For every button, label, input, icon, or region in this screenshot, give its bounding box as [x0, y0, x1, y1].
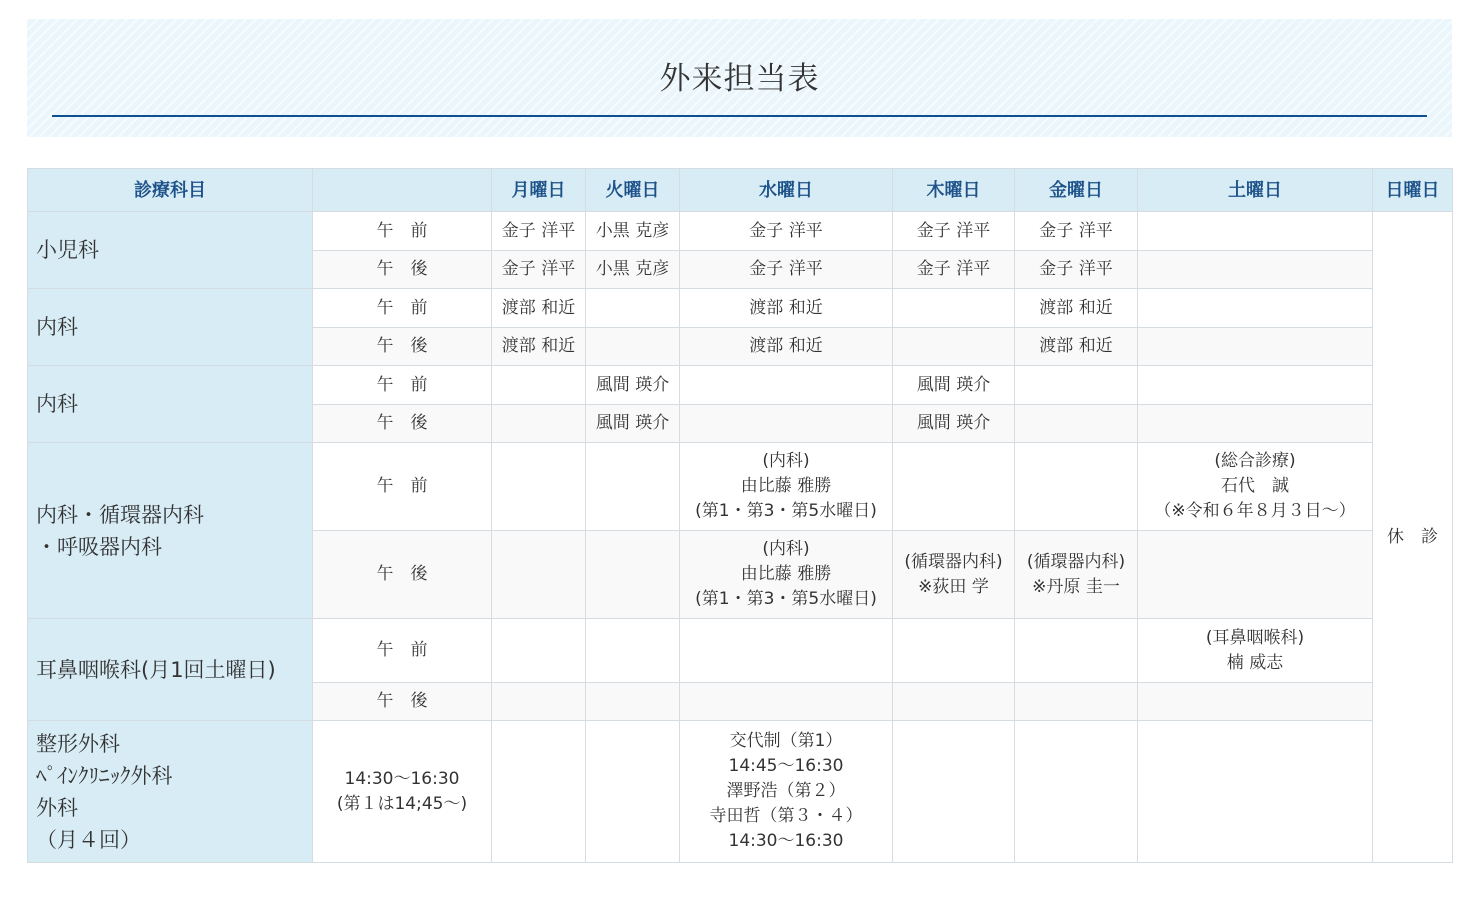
- schedule-cell-thu: [893, 531, 1015, 619]
- schedule-cell-sat: [1138, 251, 1373, 289]
- cell-line: 風間 瑛介: [595, 374, 670, 395]
- cell-line: 小児科: [36, 238, 99, 262]
- schedule-cell-sat: [1138, 212, 1373, 251]
- cell-line: 風間 瑛介: [916, 413, 991, 433]
- header-friday: 金曜日: [1015, 169, 1138, 212]
- cell-line: (内科): [762, 539, 810, 559]
- header-tuesday: 火曜日: [586, 169, 680, 212]
- schedule-cell-wed: [680, 531, 893, 619]
- header-saturday: 土曜日: [1138, 169, 1373, 212]
- header-thursday: 木曜日: [893, 169, 1015, 212]
- cell-line: 小黒 克彦: [595, 259, 670, 279]
- schedule-cell-fri: [1015, 683, 1138, 721]
- cell-line: ※荻田 学: [918, 576, 989, 597]
- cell-line: 金子 洋平: [916, 220, 991, 241]
- cell-line: 整形外科: [36, 731, 120, 756]
- outpatient-schedule-table: [27, 168, 1453, 863]
- schedule-cell-wed: [680, 443, 893, 531]
- cell-line: 渡部 和近: [749, 297, 823, 318]
- schedule-cell-wed: [680, 251, 893, 289]
- page-title: 外来担当表: [659, 61, 820, 97]
- period-label: 午 前: [313, 366, 492, 405]
- schedule-cell-sat: [1138, 405, 1373, 443]
- table-header-row: [28, 169, 1453, 212]
- cell-line: 楠 威志: [1226, 652, 1284, 673]
- schedule-cell-mon: [492, 251, 586, 289]
- schedule-cell-thu: [893, 251, 1015, 289]
- schedule-cell-wed: [680, 328, 893, 366]
- cell-line: 内科: [36, 315, 78, 339]
- cell-line: 渡部 和近: [1039, 297, 1113, 318]
- cell-line: 外科: [36, 795, 78, 820]
- schedule-cell-tue: [586, 212, 680, 251]
- cell-line: (第1・第3・第5水曜日): [695, 501, 877, 521]
- schedule-cell-wed: [680, 721, 893, 863]
- cell-line: 寺田哲（第３・４）: [709, 806, 863, 826]
- schedule-cell-tue: [586, 289, 680, 328]
- schedule-cell-tue: [586, 251, 680, 289]
- period-label: 午 前: [313, 289, 492, 328]
- header-dept: 診療科目: [28, 169, 313, 212]
- cell-line: 石代 誠: [1221, 476, 1289, 496]
- department-name: [28, 366, 313, 443]
- schedule-cell-sat: [1138, 328, 1373, 366]
- schedule-cell-thu: [893, 619, 1015, 683]
- cell-line: 渡部 和近: [501, 297, 576, 318]
- cell-line: (第１は14;45～): [336, 793, 468, 814]
- period-label: 午 後: [313, 531, 492, 619]
- schedule-cell-thu: [893, 443, 1015, 531]
- schedule-cell-tue: [586, 443, 680, 531]
- table-row: [28, 619, 1453, 683]
- schedule-cell-thu: [893, 683, 1015, 721]
- schedule-cell-fri: [1015, 721, 1138, 863]
- table-row: [28, 721, 1453, 863]
- cell-line: 交代制（第1）: [729, 731, 843, 751]
- cell-line: 風間 瑛介: [595, 413, 670, 433]
- department-name: [28, 619, 313, 721]
- period-label: 午 後: [313, 405, 492, 443]
- department-name: [28, 212, 313, 289]
- cell-line: 金子 洋平: [749, 259, 823, 279]
- cell-line: ﾍﾟｲﾝｸﾘﾆｯｸ外科: [36, 763, 173, 788]
- schedule-cell-wed: [680, 405, 893, 443]
- cell-line: 14:30～16:30: [344, 768, 460, 789]
- cell-line: 金子 洋平: [1039, 259, 1113, 279]
- cell-line: 内科: [36, 392, 78, 416]
- table-row: [28, 289, 1453, 328]
- cell-line: 14:30～16:30: [728, 831, 844, 851]
- period-label: 午 後: [313, 251, 492, 289]
- schedule-cell-tue: [586, 721, 680, 863]
- cell-line: 金子 洋平: [749, 220, 823, 241]
- cell-line: (耳鼻咽喉科): [1205, 627, 1305, 648]
- schedule-cell-fri: [1015, 289, 1138, 328]
- schedule-cell-mon: [492, 366, 586, 405]
- schedule-cell-tue: [586, 366, 680, 405]
- schedule-cell-fri: [1015, 531, 1138, 619]
- schedule-cell-fri: [1015, 212, 1138, 251]
- sunday-closed-cell: 休 診: [1373, 212, 1453, 863]
- cell-line: （月４回）: [36, 827, 141, 852]
- schedule-cell-mon: [492, 531, 586, 619]
- header-period: [313, 169, 492, 212]
- schedule-cell-tue: [586, 683, 680, 721]
- schedule-cell-tue: [586, 619, 680, 683]
- header-monday: 月曜日: [492, 169, 586, 212]
- schedule-cell-sat: [1138, 619, 1373, 683]
- schedule-cell-mon: [492, 289, 586, 328]
- schedule-cell-wed: [680, 619, 893, 683]
- cell-line: （※令和６年８月３日～）: [1154, 501, 1356, 521]
- cell-line: 金子 洋平: [501, 259, 576, 279]
- period-label: 午 前: [313, 619, 492, 683]
- schedule-cell-thu: [893, 289, 1015, 328]
- cell-line: 小黒 克彦: [595, 220, 670, 241]
- schedule-cell-mon: [492, 683, 586, 721]
- schedule-cell-thu: [893, 212, 1015, 251]
- department-name: [28, 721, 313, 863]
- schedule-cell-fri: [1015, 405, 1138, 443]
- schedule-cell-fri: [1015, 443, 1138, 531]
- schedule-cell-fri: [1015, 251, 1138, 289]
- page-header: [27, 19, 1452, 137]
- schedule-cell-mon: [492, 619, 586, 683]
- schedule-cell-fri: [1015, 619, 1138, 683]
- cell-line: (循環器内科): [904, 551, 1003, 572]
- schedule-cell-fri: [1015, 328, 1138, 366]
- period-label: 午 前: [313, 443, 492, 531]
- cell-line: ・呼吸器内科: [36, 534, 162, 559]
- schedule-cell-fri: [1015, 366, 1138, 405]
- cell-line: 渡部 和近: [501, 336, 576, 356]
- cell-line: 風間 瑛介: [916, 374, 991, 395]
- cell-line: 内科・循環器内科: [36, 502, 204, 527]
- schedule-cell-sat: [1138, 721, 1373, 863]
- schedule-cell-sat: [1138, 531, 1373, 619]
- department-name: [28, 289, 313, 366]
- schedule-cell-mon: [492, 328, 586, 366]
- period-label: 午 後: [313, 328, 492, 366]
- cell-line: 澤野浩（第２）: [726, 781, 846, 801]
- schedule-cell-sat: [1138, 366, 1373, 405]
- schedule-cell-tue: [586, 405, 680, 443]
- schedule-cell-sat: [1138, 443, 1373, 531]
- schedule-cell-mon: [492, 721, 586, 863]
- header-wednesday: 水曜日: [680, 169, 893, 212]
- schedule-cell-mon: [492, 405, 586, 443]
- cell-line: 金子 洋平: [501, 220, 576, 241]
- period-label: 午 後: [313, 683, 492, 721]
- table-row: [28, 366, 1453, 405]
- schedule-cell-tue: [586, 531, 680, 619]
- cell-line: 由比藤 雅勝: [740, 564, 832, 584]
- cell-line: (総合診療): [1214, 451, 1296, 471]
- cell-line: (内科): [762, 451, 810, 471]
- title-underline: [52, 115, 1427, 117]
- schedule-cell-tue: [586, 328, 680, 366]
- schedule-cell-wed: [680, 212, 893, 251]
- cell-line: 由比藤 雅勝: [740, 476, 832, 496]
- cell-line: 金子 洋平: [916, 259, 991, 279]
- schedule-cell-wed: [680, 366, 893, 405]
- table-row: [28, 443, 1453, 531]
- schedule-cell-wed: [680, 289, 893, 328]
- cell-line: 耳鼻咽喉科(月1回土曜日): [36, 657, 276, 682]
- schedule-cell-thu: [893, 366, 1015, 405]
- schedule-body: [28, 212, 1453, 863]
- cell-line: 渡部 和近: [1039, 336, 1113, 356]
- schedule-cell-thu: [893, 405, 1015, 443]
- schedule-cell-mon: [492, 212, 586, 251]
- department-name: [28, 443, 313, 619]
- period-label: [313, 721, 492, 863]
- cell-line: (第1・第3・第5水曜日): [695, 589, 877, 609]
- cell-line: 14:45～16:30: [728, 756, 844, 776]
- cell-line: 金子 洋平: [1039, 220, 1113, 241]
- cell-line: 渡部 和近: [749, 336, 823, 356]
- schedule-cell-mon: [492, 443, 586, 531]
- schedule-cell-thu: [893, 721, 1015, 863]
- schedule-cell-sat: [1138, 683, 1373, 721]
- period-label: 午 前: [313, 212, 492, 251]
- schedule-cell-wed: [680, 683, 893, 721]
- cell-line: ※丹原 圭一: [1032, 576, 1120, 597]
- header-sunday: 日曜日: [1373, 169, 1453, 212]
- table-row: [28, 212, 1453, 251]
- schedule-cell-thu: [893, 328, 1015, 366]
- cell-line: (循環器内科): [1026, 551, 1126, 572]
- schedule-cell-sat: [1138, 289, 1373, 328]
